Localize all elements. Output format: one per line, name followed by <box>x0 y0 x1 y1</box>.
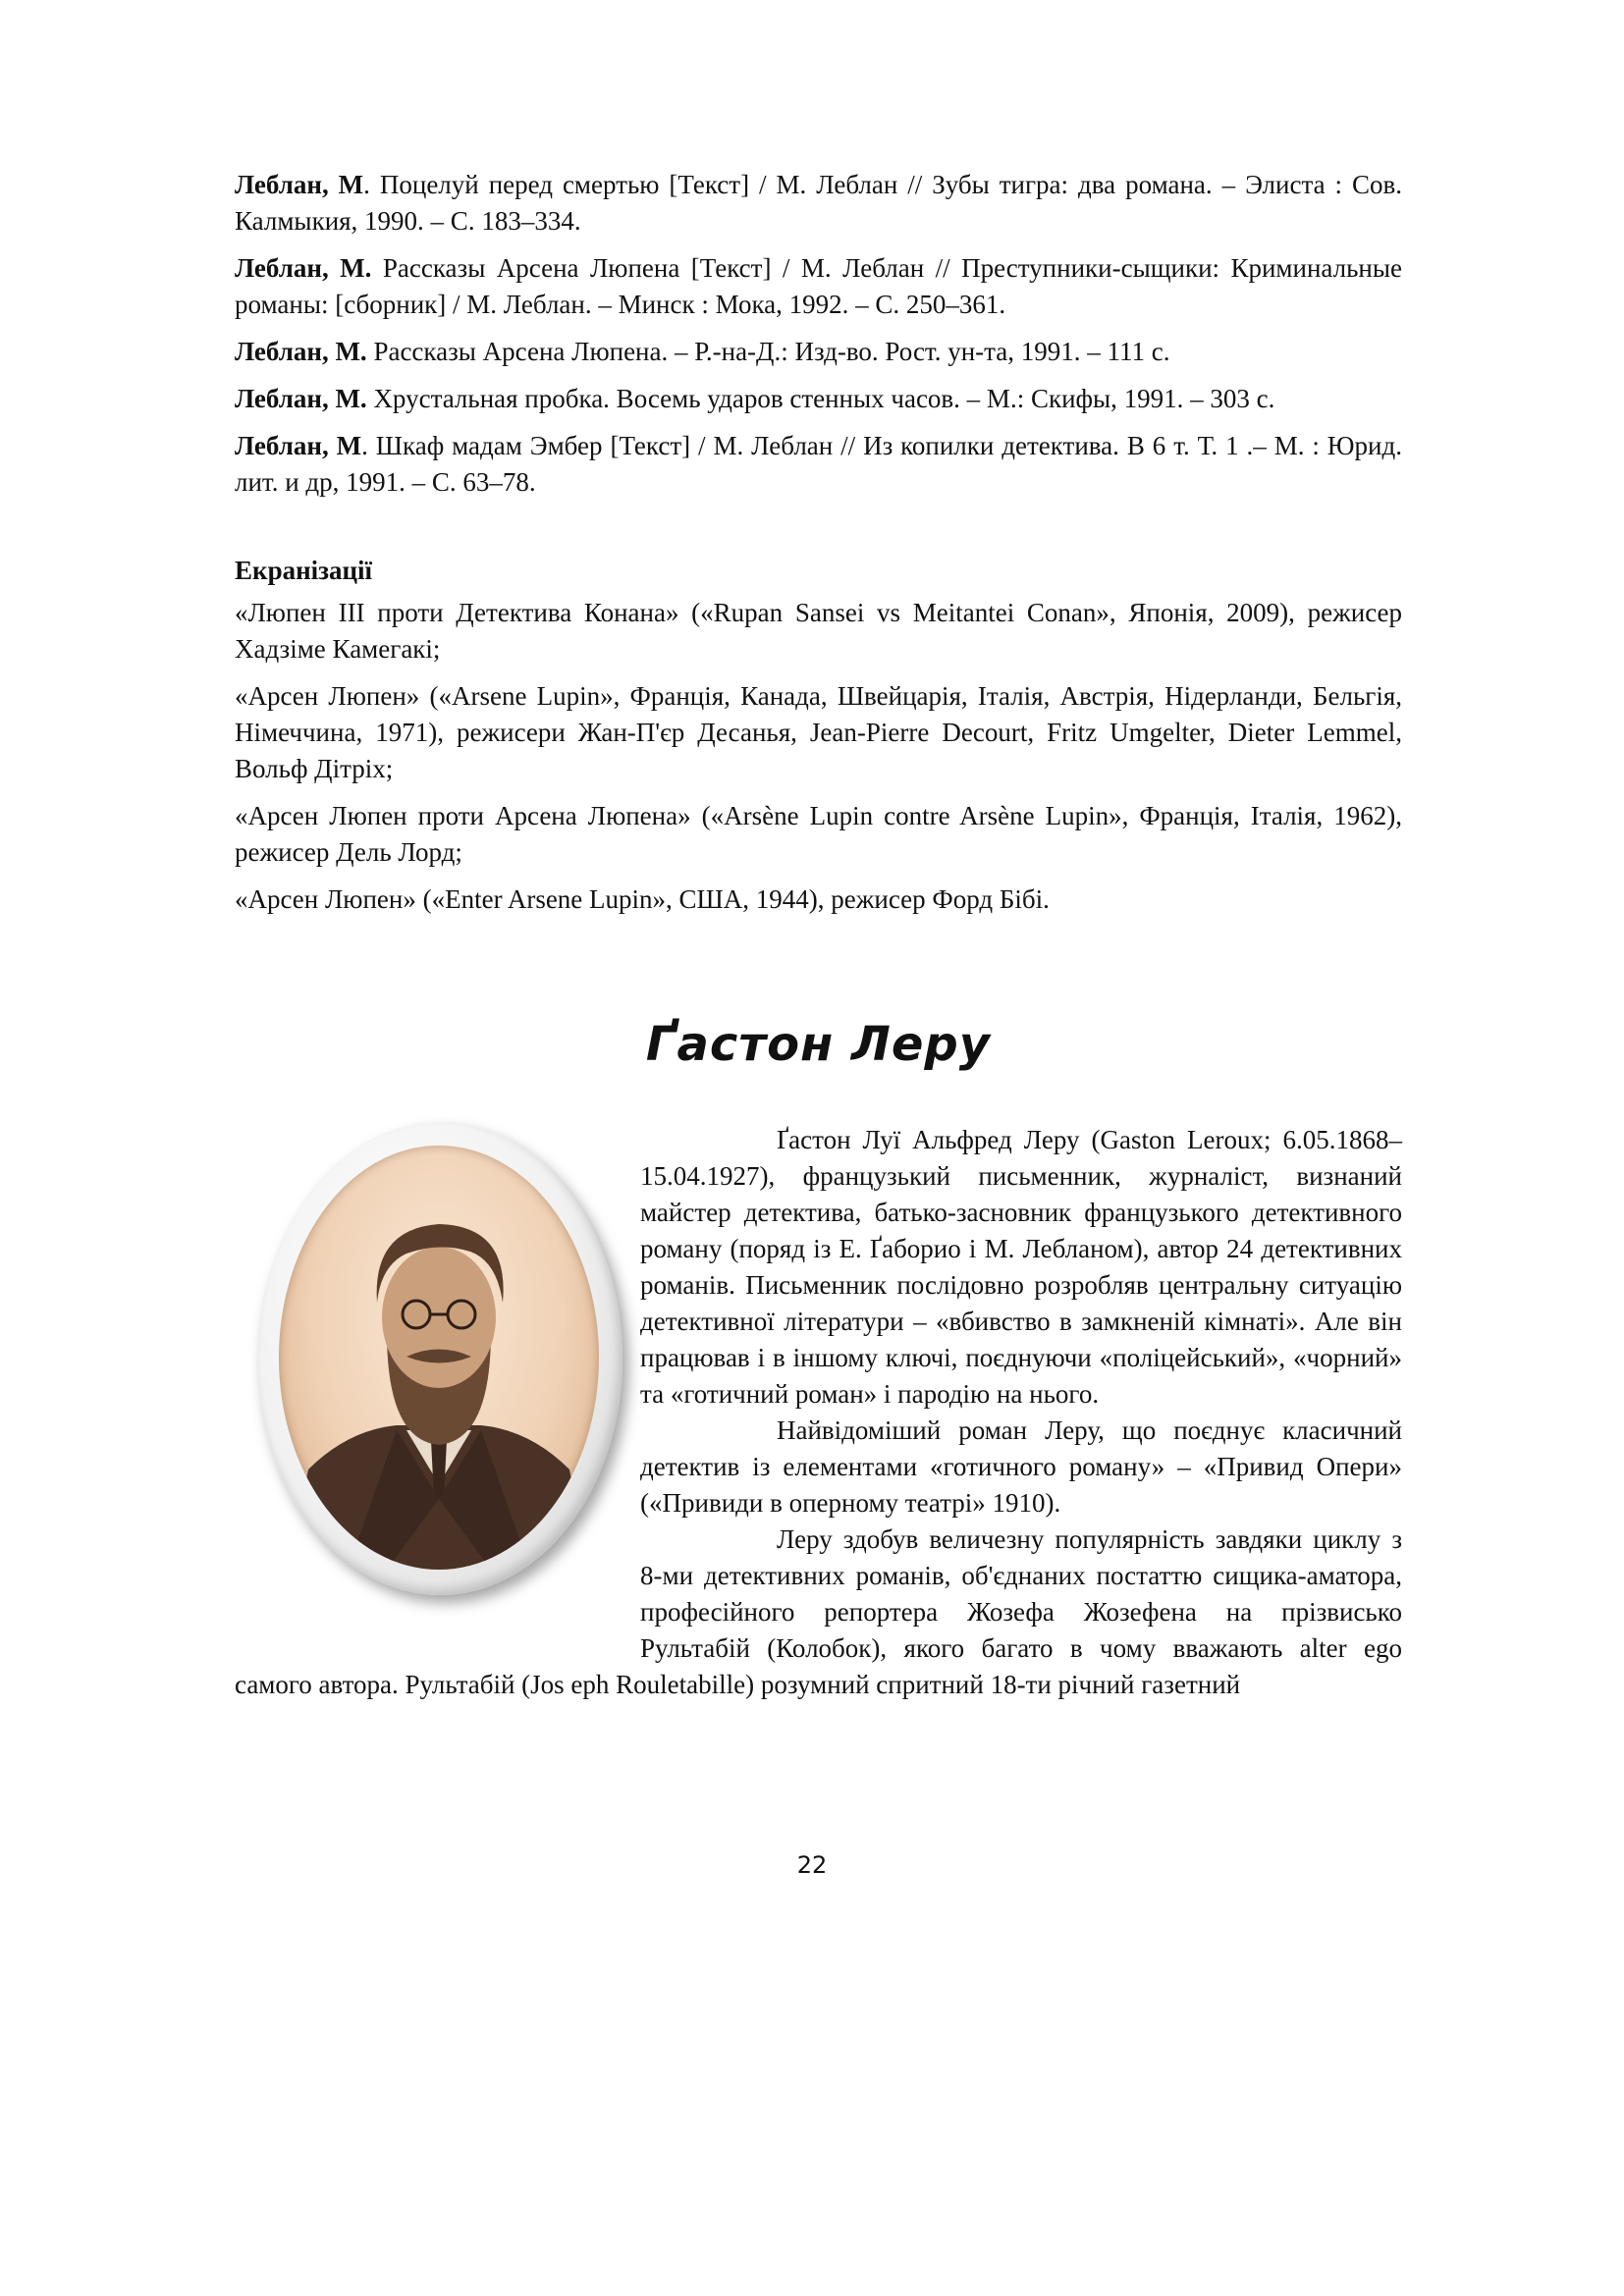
bibliography-author: Леблан, М <box>235 431 362 460</box>
screening-item: «Люпен III проти Детектива Конана» («Rupan Sansei vs Meitantei Conan», Японія, 2009), режисер Хадзіме Камегакі; <box>235 598 1402 664</box>
author-title: Ґастон Леру <box>645 1017 992 1072</box>
screening-item: «Арсен Люпен проти Арсена Люпена» («Arsène Lupin contre Arsène Lupin», Франція, Італія, 1962), режисер Дель Лорд; <box>235 801 1402 867</box>
bibliography-text: Рассказы Арсена Люпена. – Р.-на-Д.: Изд-во. Рост. ун-та, 1991. – 111 с. <box>366 337 1170 366</box>
screening-item: «Арсен Люпен» («Arsene Lupin», Франція, Канада, Швейцарія, Італія, Австрія, Нідерланди, Бельгія, Німеччина, 1971), режисери Жан-П'єр Десанья, Jean-Pierre Decourt, Fritz Umgelter, Dieter Lemmel, Вольф Дітріх; <box>235 681 1402 783</box>
portrait-spacer <box>235 1122 640 1642</box>
bibliography-text: Хрустальная пробка. Восемь ударов стенных часов. – М.: Скифы, 1991. – 303 с. <box>366 384 1275 413</box>
bibliography-entry <box>235 381 1402 417</box>
bibliography-entry <box>235 334 1402 370</box>
bibliography-list <box>235 167 1402 501</box>
biography-text: Ґастон Луї Альфред Леру (Gaston Leroux; 6.05.1868–15.04.1927), французький письменник, журналіст, визнаний майстер детектива, батько-засновник французького детективного роману (поряд із Е. Ґаборио і М. Лебланом), автор 24 детективних романів. Письменник послідовно розробляв центральну ситуацію детективної літератури – «вбивство в замкненій кімнаті». Але він працював і в іншому ключі, поєднуючи «поліцейський», «чорний» та «готичний роман» і пародію на нього. <box>640 1125 1402 1409</box>
screening-item: «Арсен Люпен» («Enter Arsene Lupin», США, 1944), режисер Форд Бібі. <box>235 884 1050 914</box>
page-body <box>235 167 1402 929</box>
biography-text: Найвідоміший роман Леру, що поєднує класичний детектив із елементами «готичного роману» – «Привид Опери» («Привиди в оперному театрі» 1910). <box>640 1415 1402 1518</box>
bibliography-text: Рассказы Арсена Люпена [Текст] / М. Леблан // Преступники-сыщики: Криминальные романы: [сборник] / М. Леблан. – Минск : Мока, 1992. – С. 250–361. <box>235 253 1403 319</box>
screenings-heading: Екранізації <box>235 556 373 585</box>
bibliography-entry <box>235 250 1402 323</box>
bibliography-author: Леблан, М. <box>235 337 367 366</box>
bibliography-text: . Поцелуй перед смертью [Текст] / М. Леблан // Зубы тигра: два романа. – Элиста : Сов. Калмыкия, 1990. – С. 183–334. <box>235 170 1402 236</box>
bibliography-author: Леблан, М <box>235 170 364 199</box>
bibliography-entry <box>235 167 1402 240</box>
bibliography-author: Леблан, М. <box>235 384 367 413</box>
bibliography-entry <box>235 428 1402 501</box>
page-number: 22 <box>796 1851 828 1879</box>
screenings-section <box>235 556 1402 918</box>
bibliography-author: Леблан, М. <box>235 253 372 283</box>
bibliography-text: . Шкаф мадам Эмбер [Текст] / М. Леблан // Из копилки детектива. В 6 т. Т. 1 .– М. : Юрид. лит. и др, 1991. – С. 63–78. <box>235 431 1402 497</box>
biography-text: Леру здобув величезну популярність завдяки циклу з 8-ми детективних романів, об'єднаних постаттю сищика-аматора, професійного репортера Жозефа Жозефена на прізвисько Рультабій (Колобок), якого багато в чому вважають alter ego самого автора. Рультабій (Jos eph Rouletabille) розумний спритний 18-ти річний газетний <box>235 1524 1402 1699</box>
author-biography <box>235 1122 1402 1703</box>
